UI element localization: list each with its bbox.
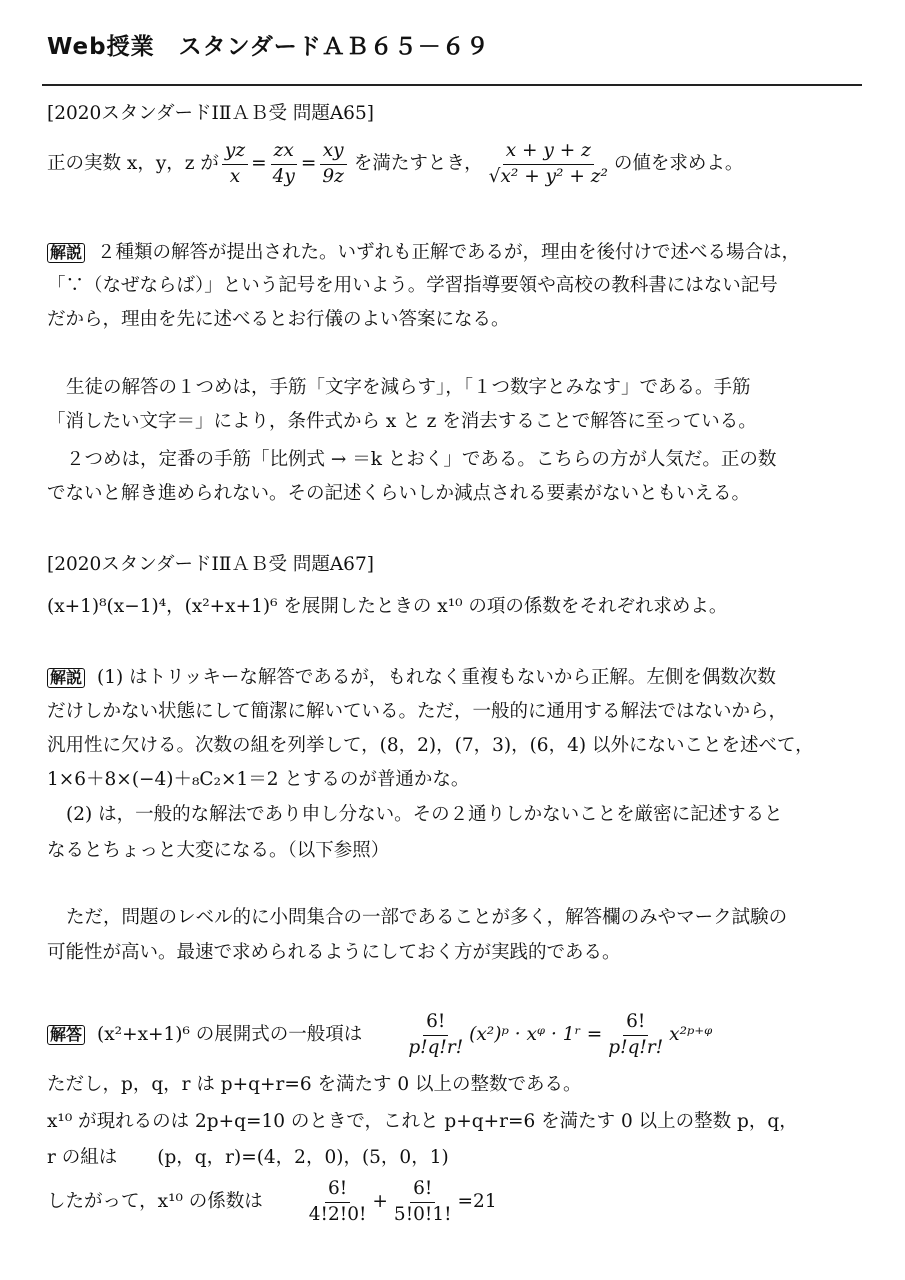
problem-a67-statement: (x+1)⁸(x−1)⁴，(x²+x+1)⁶ を展開したときの x¹⁰ の項の係数をそれぞれ求めよ。 [47,596,728,617]
answer-badge: 解答 [47,1025,85,1045]
explanation-line: 汎用性に欠ける。次数の組を列挙して，(8，2)，(7，3)，(6，4) 以外にないことを述べて， [47,735,814,756]
title-divider [42,84,862,86]
denominator: p!q!r! [408,1036,464,1058]
explanation-line: ２つめは，定番の手筋「比例式 → ＝k とおく」である。こちらの方が人気だ。正の数 [66,449,777,470]
fraction [270,142,298,186]
equals: = [251,152,267,174]
answer-line-1 [47,1013,712,1057]
fraction [486,142,611,186]
numerator: 6! [325,1180,350,1203]
denominator: 4y [272,165,295,187]
explanation-line: (1) はトリッキーな解答であるが，もれなく重複もないから正解。左側を偶数次数 [97,667,776,688]
numerator: 6! [410,1180,435,1203]
denominator: p!q!r! [608,1036,664,1058]
denominator: √x² + y² + z² [488,165,608,187]
answer-line-5 [47,1180,497,1224]
explanation-line: 「消したい文字＝」により，条件式から x と z を消去することで解答に至っている。 [47,411,757,432]
answer-line [47,1149,449,1168]
explanation-line: 可能性が高い。最速で求められるようにしておく方が実践的である。 [47,942,621,963]
numerator: x + y + z [503,142,594,165]
answer-line: x¹⁰ が現れるのは 2p+q=10 のときで，これと p+q+r=6 を満たす 0 以上の整数 p，q， [47,1111,798,1132]
explanation-line: ただ，問題のレベル的に小問集合の一部であることが多く，解答欄のみやマーク試験の [66,907,788,928]
numerator: 6! [623,1013,648,1036]
statement-text: の値を求めよ。 [613,152,744,174]
fraction [405,1013,466,1057]
answer-math: x²ᵖ⁺ᵠ [669,1023,713,1045]
explanation-line: (2) は，一般的な解法であり申し分ない。その２通りしかないことを厳密に記述すると [66,804,783,825]
denominator: 9z [322,165,344,187]
answer-text: r の組は [47,1147,118,1168]
problem-a65-header: [2020スタンダードⅠⅡＡＢ受 問題A65] [47,103,374,124]
fraction [391,1180,455,1224]
explanation-line: だから，理由を先に述べるとお行儀のよい答案になる。 [47,309,510,330]
fraction [319,142,347,186]
statement-text: を満たすとき， [353,152,483,174]
problem-a65-statement [47,142,743,186]
answer-text: したがって，x¹⁰ の係数は [47,1190,263,1212]
answer-math: (p，q，r)=(4，2，0)，(5，0，1) [157,1147,449,1168]
numerator: 6! [423,1013,448,1036]
numerator: yz [222,142,248,165]
explanation-line: なるとちょっと大変になる。（以下参照） [47,840,390,861]
problem-a67-header: [2020スタンダードⅠⅡＡＢ受 問題A67] [47,554,374,575]
explanation-badge: 解説 [47,243,85,263]
explanation-line: ２種類の解答が提出された。いずれも正解であるが，理由を後付けで述べる場合は， [97,242,801,263]
fraction [306,1180,370,1224]
answer-text: (x²+x+1)⁶ の展開式の一般項は [97,1023,363,1045]
answer-result: =21 [457,1190,497,1212]
explanation-line: 1×6＋8×(−4)＋₈C₂×1＝2 とするのが普通かな。 [47,769,470,790]
numerator: zx [271,142,297,165]
answer-math: (x²)ᵖ · xᵠ · 1ʳ = [469,1023,603,1045]
explanation-line: 「∵（なぜならば）」という記号を用いよう。学習指導要領や高校の教科書にはない記号 [47,275,778,296]
fraction [222,142,248,186]
statement-text: 正の実数 x，y，z が [47,152,219,174]
plus: + [372,1190,388,1212]
denominator: 5!0!1! [393,1203,452,1225]
numerator: xy [320,142,347,165]
denominator: x [229,165,241,187]
explanation-line: 生徒の解答の１つめは，手筋「文字を減らす」，「１つ数字とみなす」である。手筋 [66,377,751,398]
explanation-line: でないと解き進められない。その記述くらいしか減点される要素がないともいえる。 [47,483,751,504]
answer-line: ただし，p，q，r は p+q+r=6 を満たす 0 以上の整数である。 [47,1074,582,1095]
equals: = [300,152,317,174]
explanation-line: だけしかない状態にして簡潔に解いている。ただ，一般的に通用する解法ではないから， [47,701,788,722]
fraction [605,1013,666,1057]
explanation-badge: 解説 [47,668,85,688]
page-title: Web授業 スタンダードＡＢ６５－６９ [47,34,490,60]
denominator: 4!2!0! [308,1203,367,1225]
